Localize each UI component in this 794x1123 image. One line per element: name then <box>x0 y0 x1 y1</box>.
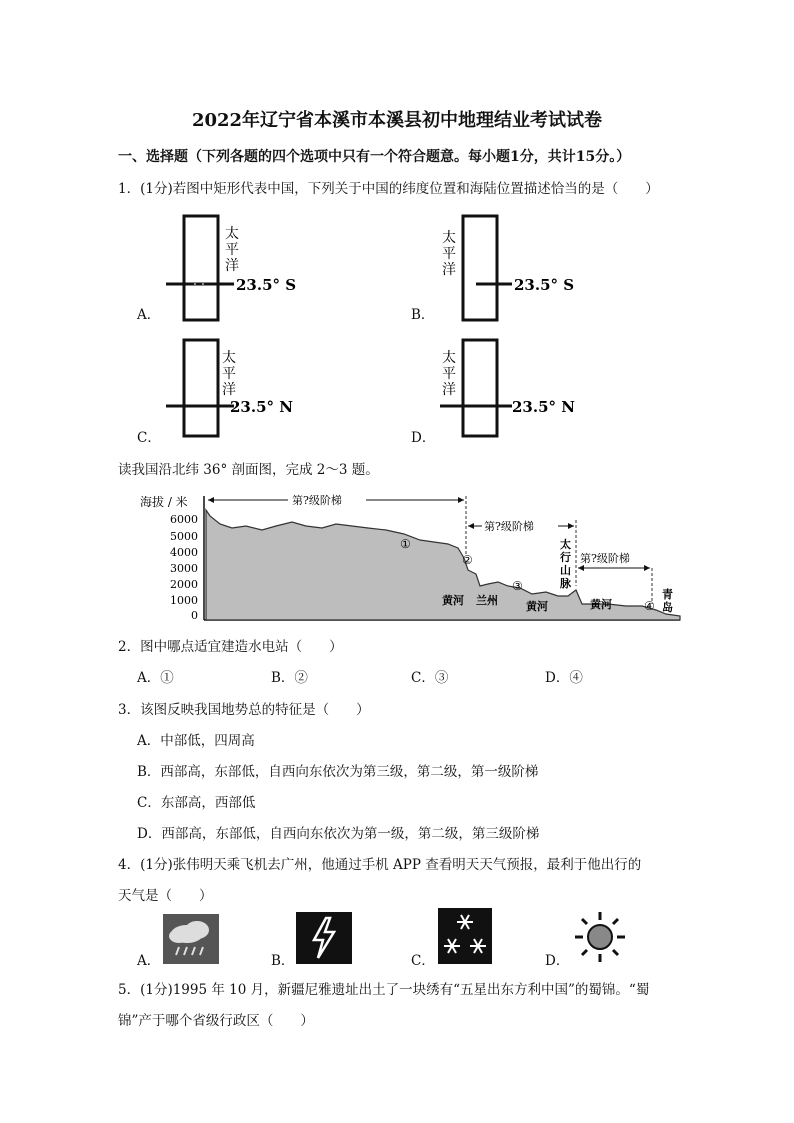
ytick-2000: 2000 <box>170 578 198 591</box>
q1-d-ocean-2: 平 <box>442 366 456 382</box>
q1-d-ocean-3: 洋 <box>442 382 456 398</box>
ytick-4000: 4000 <box>170 546 198 559</box>
profile-point-1: ① <box>400 537 411 551</box>
label-taihang-2: 行 <box>560 551 571 564</box>
terrain-profile-diagram <box>136 486 684 626</box>
q1-option-a-letter[interactable]: A． <box>137 307 161 323</box>
q1-c-latitude: 23.5° N <box>230 398 293 416</box>
ytick-6000: 6000 <box>170 513 198 526</box>
q1-a-ocean-2: 平 <box>225 242 239 258</box>
profile-ylabel: 海拔 / 米 <box>140 495 188 509</box>
question-5-line-1: 5．(1分)1995 年 10 月，新疆尼雅遗址出土了一块绣有“五星出东方利中国”的蜀锦。“蜀 <box>118 982 650 998</box>
q1-d-ocean-1: 太 <box>442 350 456 366</box>
question-4-line-2: 天气是（ ） <box>118 888 213 904</box>
q1-a-ocean-3: 洋 <box>225 258 239 274</box>
q2-option-b[interactable]: B．② <box>271 670 308 686</box>
q1-b-ocean-3: 洋 <box>442 262 456 278</box>
ytick-3000: 3000 <box>170 562 198 575</box>
q1-option-c-letter[interactable]: C． <box>137 430 161 446</box>
question-1: 1．(1分)若图中矩形代表中国，下列关于中国的纬度位置和海陆位置描述恰当的是（ ） <box>118 181 659 197</box>
q1-b-latitude: 23.5° S <box>514 276 575 294</box>
q2-option-d[interactable]: D．④ <box>545 670 583 686</box>
step-label-3: 第?级阶梯 <box>580 552 630 565</box>
q3-option-d[interactable]: D．西部高，东部低，自西向东依次为第一级，第二级，第三级阶梯 <box>137 826 540 842</box>
sun-icon <box>572 910 628 964</box>
label-taihang-4: 脉 <box>560 577 571 590</box>
q3-option-a[interactable]: A．中部低，四周高 <box>137 733 255 749</box>
label-huanghe-1: 黄河 <box>442 594 464 607</box>
question-4-line-1: 4．(1分)张伟明天乘飞机去广州，他通过手机 APP 查看明天天气预报，最利于他出行的 <box>118 857 642 873</box>
label-qingdao-1: 青 <box>662 588 673 601</box>
q1-c-ocean-3: 洋 <box>222 382 236 398</box>
label-huanghe-3: 黄河 <box>590 598 612 611</box>
label-qingdao-2: 岛 <box>662 601 673 614</box>
q1-b-ocean-1: 太 <box>442 230 456 246</box>
q1-c-ocean-1: 太 <box>222 350 236 366</box>
rain-cloud-icon <box>163 914 219 964</box>
intro-q2-q3: 读我国沿北纬 36° 剖面图，完成 2～3 题。 <box>118 462 379 478</box>
q1-option-d-diagram <box>436 336 586 448</box>
profile-point-4: ④ <box>644 599 655 613</box>
label-huanghe-2: 黄河 <box>526 600 548 613</box>
profile-point-3: ③ <box>512 579 523 593</box>
question-5-line-2: 锦”产于哪个省级行政区（ ） <box>118 1013 314 1029</box>
q1-option-a-diagram <box>160 212 310 324</box>
label-taihang-3: 山 <box>560 564 571 577</box>
step-label-1: 第?级阶梯 <box>292 494 342 507</box>
ytick-1000: 1000 <box>170 594 198 607</box>
q1-option-c-diagram <box>160 336 310 448</box>
q2-option-c[interactable]: C．③ <box>411 670 449 686</box>
q4-option-c-letter[interactable]: C． <box>411 953 435 969</box>
section-heading: 一、选择题（下列各题的四个选项中只有一个符合题意。每小题1分，共计15分。） <box>118 149 631 165</box>
ytick-5000: 5000 <box>170 530 198 543</box>
q3-option-b[interactable]: B．西部高，东部低，自西向东依次为第三级，第二级，第一级阶梯 <box>137 764 539 780</box>
page-title: 2022年辽宁省本溪市本溪县初中地理结业考试试卷 <box>191 110 603 131</box>
q4-option-b-letter[interactable]: B． <box>271 953 295 969</box>
label-lanzhou: 兰州 <box>476 594 498 607</box>
q4-option-a-letter[interactable]: A． <box>137 953 161 969</box>
q1-a-latitude: 23.5° S <box>236 276 297 294</box>
q2-option-a[interactable]: A．① <box>137 670 174 686</box>
label-taihang-1: 太 <box>560 538 571 551</box>
q1-a-ocean-1: 太 <box>225 226 239 242</box>
q4-option-d-letter[interactable]: D． <box>545 953 570 969</box>
q1-option-b-diagram <box>436 212 586 324</box>
q3-option-c[interactable]: C．东部高，西部低 <box>137 795 256 811</box>
q1-option-d-letter[interactable]: D． <box>411 430 436 446</box>
step-label-2: 第?级阶梯 <box>484 520 534 533</box>
profile-point-2: ② <box>462 553 473 567</box>
q1-option-b-letter[interactable]: B． <box>411 307 435 323</box>
q1-d-latitude: 23.5° N <box>512 398 575 416</box>
question-2: 2．图中哪点适宜建造水电站（ ） <box>118 639 343 655</box>
q1-b-ocean-2: 平 <box>442 246 456 262</box>
question-3: 3．该图反映我国地势总的特征是（ ） <box>118 702 370 718</box>
q1-c-ocean-2: 平 <box>222 366 236 382</box>
snowflake-icon <box>438 908 492 964</box>
ytick-0: 0 <box>191 609 198 622</box>
lightning-icon <box>296 912 352 964</box>
